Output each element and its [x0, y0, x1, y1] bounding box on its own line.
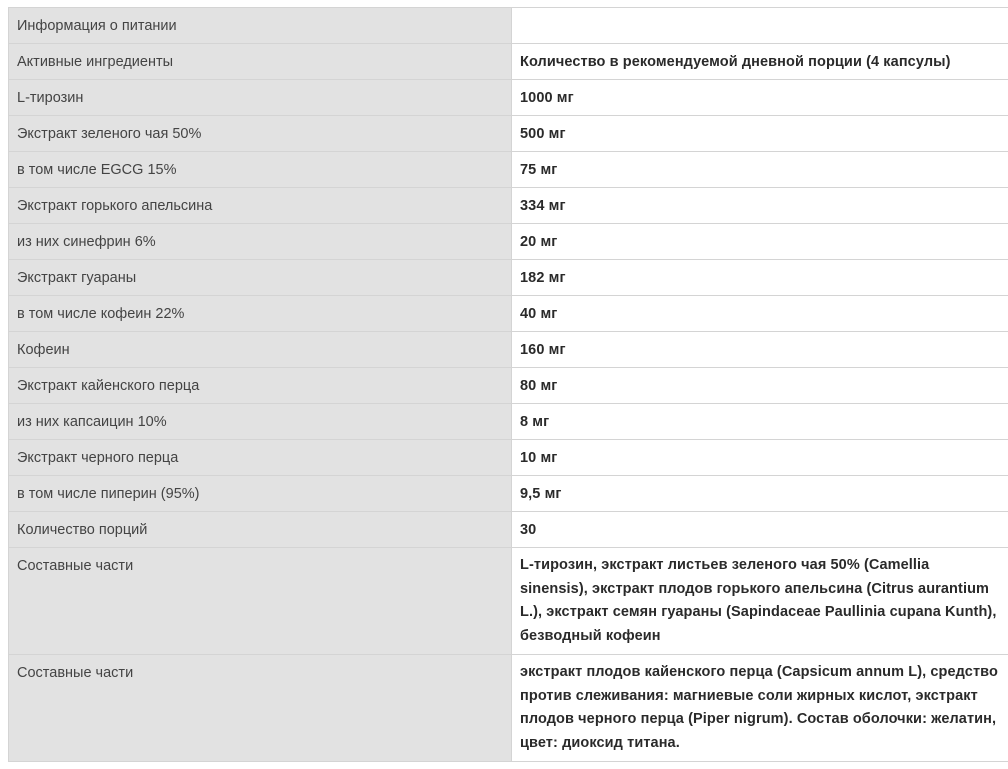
row-label: в том числе кофеин 22% [9, 296, 512, 332]
row-label: Количество порций [9, 512, 512, 548]
row-label: Экстракт горького апельсина [9, 188, 512, 224]
row-label: Составные части [9, 655, 512, 762]
row-label: Составные части [9, 548, 512, 655]
row-label: L-тирозин [9, 80, 512, 116]
row-value: 75 мг [512, 152, 1008, 188]
row-value: 9,5 мг [512, 476, 1008, 512]
row-label: Информация о питании [9, 8, 512, 44]
row-value: 1000 мг [512, 80, 1008, 116]
row-label: в том числе EGCG 15% [9, 152, 512, 188]
row-label: Экстракт черного перца [9, 440, 512, 476]
row-value: 80 мг [512, 368, 1008, 404]
row-value: экстракт плодов кайенского перца (Capsicum annum L), средство против слеживания: магниевые соли жирных кислот, экстракт плодов черного перца (Piper nigrum). Состав оболочки: желатин, цвет: диоксид титана. [512, 655, 1008, 762]
row-value [512, 8, 1008, 44]
table-row [9, 8, 1008, 44]
table-row [9, 476, 1008, 512]
row-value: Количество в рекомендуемой дневной порции (4 капсулы) [512, 44, 1008, 80]
table-row [9, 548, 1008, 655]
table-row [9, 116, 1008, 152]
table-row [9, 188, 1008, 224]
row-label: Экстракт гуараны [9, 260, 512, 296]
table-row [9, 655, 1008, 762]
row-label: Экстракт кайенского перца [9, 368, 512, 404]
row-value: L-тирозин, экстракт листьев зеленого чая 50% (Camellia sinensis), экстракт плодов горького апельсина (Citrus aurantium L.), экстракт семян гуараны (Sapindaceae Paullinia cupana Kunth), безводный кофеин [512, 548, 1008, 655]
row-value: 10 мг [512, 440, 1008, 476]
row-label: Активные ингредиенты [9, 44, 512, 80]
table-row [9, 224, 1008, 260]
table-row [9, 512, 1008, 548]
row-value: 20 мг [512, 224, 1008, 260]
table-row [9, 152, 1008, 188]
row-value: 182 мг [512, 260, 1008, 296]
table-row [9, 44, 1008, 80]
nutrition-table [8, 7, 1008, 762]
row-label: в том числе пиперин (95%) [9, 476, 512, 512]
row-value: 160 мг [512, 332, 1008, 368]
row-label: из них синефрин 6% [9, 224, 512, 260]
table-row [9, 404, 1008, 440]
row-value: 500 мг [512, 116, 1008, 152]
row-value: 30 [512, 512, 1008, 548]
table-row [9, 440, 1008, 476]
table-row [9, 80, 1008, 116]
row-label: из них капсаицин 10% [9, 404, 512, 440]
table-row [9, 332, 1008, 368]
row-value: 8 мг [512, 404, 1008, 440]
row-value: 40 мг [512, 296, 1008, 332]
row-value: 334 мг [512, 188, 1008, 224]
table-row [9, 296, 1008, 332]
table-row [9, 368, 1008, 404]
table-row [9, 260, 1008, 296]
row-label: Кофеин [9, 332, 512, 368]
row-label: Экстракт зеленого чая 50% [9, 116, 512, 152]
